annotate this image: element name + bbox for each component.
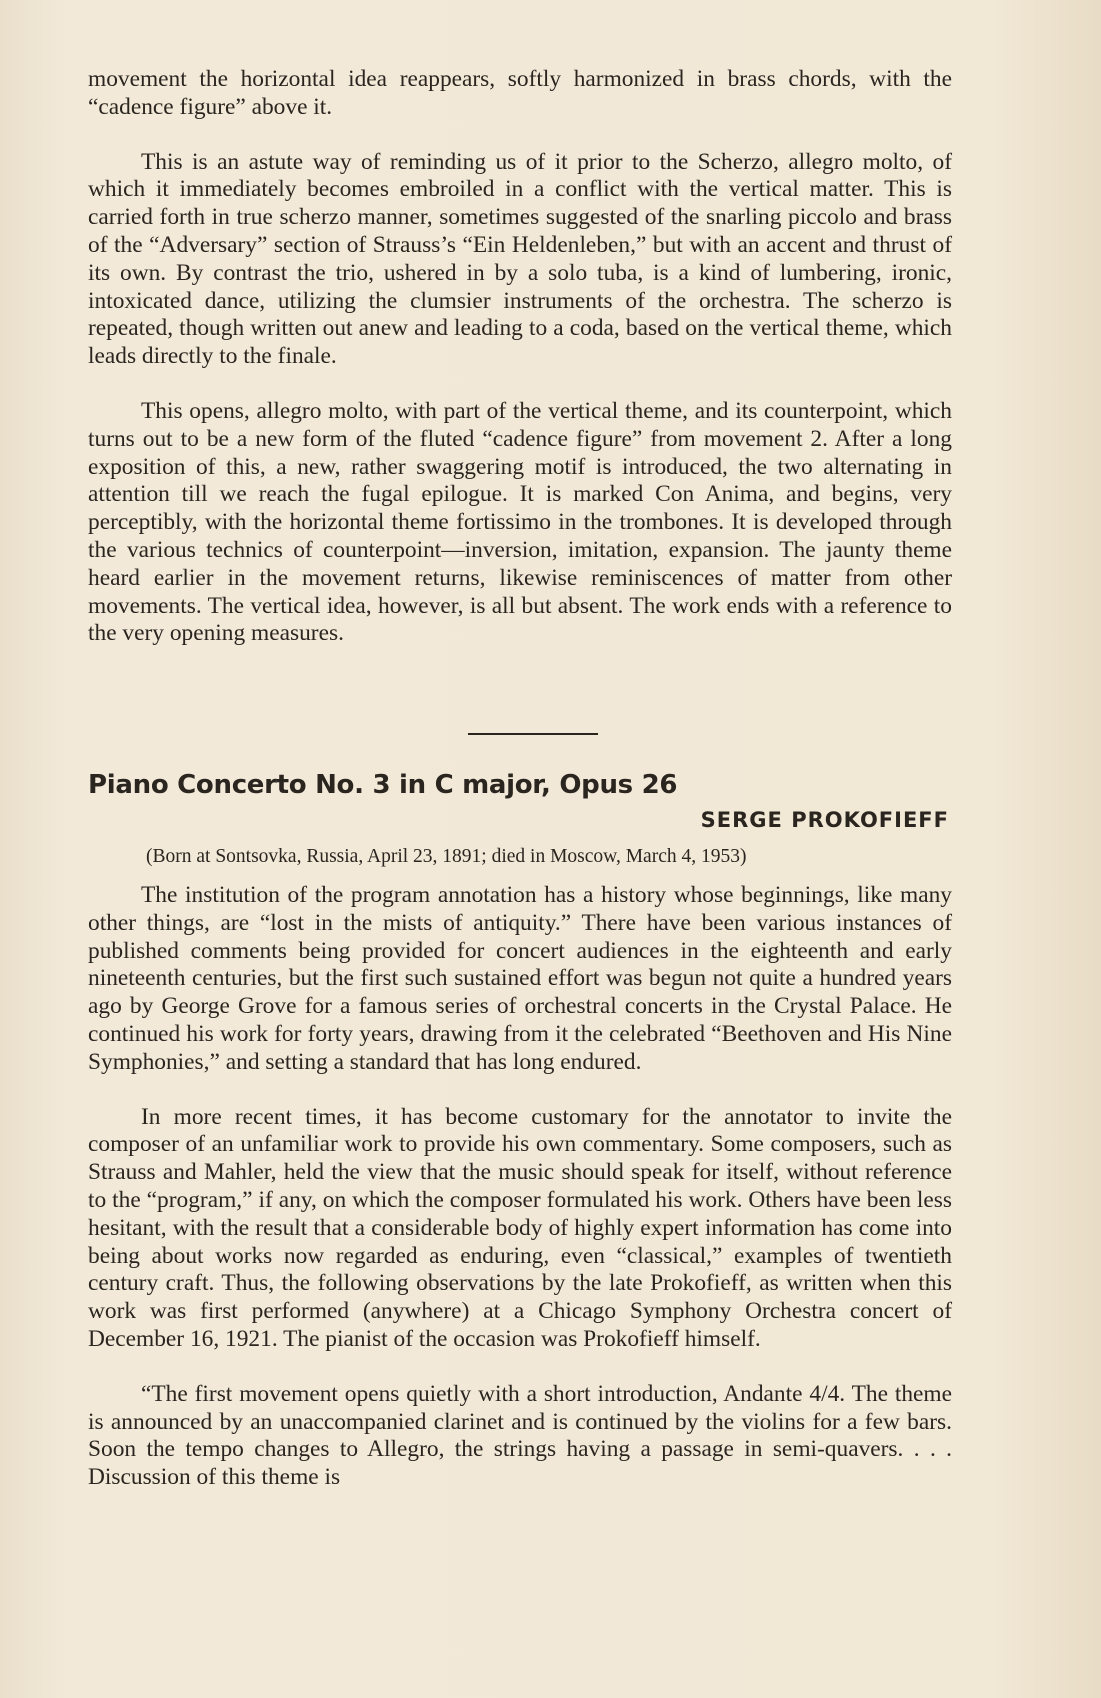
- paragraph-continued: movement the horizontal idea reappears, softly harmonized in brass chords, with the “cadence figure” above it.: [88, 66, 952, 120]
- composer-name: SERGE PROKOFIEFF: [700, 808, 949, 832]
- paragraph-prokofieff-quote: “The first movement opens quietly with a short introduction, Andante 4/4. The theme is announced by an unaccompanied clarinet and is continued by the violins for a few bars. Soon the tempo changes to Allegro, the strings having a passage in semi-quavers. . . . Discussion of this theme is: [88, 1380, 952, 1491]
- paragraph-scherzo: This is an astute way of reminding us of it prior to the Scherzo, allegro molto, of which it immediately becomes embroiled in a conflict with the vertical matter. This is carried forth in true scherzo manner, sometimes suggested of the snarling piccolo and brass of the “Adversary” section of Strauss’s “Ein Heldenleben,” but with an accent and thrust of its own. By contrast the trio, ushered in by a solo tuba, is a kind of lumbering, ironic, intoxicated dance, utilizing the clumsier instruments of the orchestra. The scherzo is repeated, though written out anew and leading to a coda, based on the vertical theme, which leads directly to the finale.: [88, 148, 952, 370]
- previous-work-notes: [88, 66, 952, 648]
- composer-dates: (Born at Sontsovka, Russia, April 23, 1891; died in Moscow, March 4, 1953): [146, 846, 747, 867]
- work-title: Piano Concerto No. 3 in C major, Opus 26: [88, 770, 678, 800]
- concerto-notes: [88, 882, 952, 1492]
- paragraph-annotation-history: The institution of the program annotation has a history whose beginnings, like many other things, are “lost in the mists of antiquity.” There have been various instances of published comments being provided for concert audiences in the eighteenth and early nineteenth centuries, but the first such sustained effort was begun not quite a hundred years ago by George Grove for a famous series of orchestral concerts in the Crystal Palace. He continued his work for forty years, drawing from it the celebrated “Beethoven and His Nine Symphonies,” and setting a standard that has long endured.: [88, 882, 952, 1075]
- paragraph-composer-commentary: In more recent times, it has become customary for the annotator to invite the composer of an unfamiliar work to provide his own commentary. Some composers, such as Strauss and Mahler, held the view that the music should speak for itself, without reference to the “program,” if any, on which the composer formulated his work. Others have been less hesitant, with the result that a considerable body of highly expert information has come into being about works now regarded as enduring, even “classical,” examples of twentieth century craft. Thus, the following observations by the late Prokofieff, as written when this work was first performed (anywhere) at a Chicago Symphony Orchestra concert of December 16, 1921. The pianist of the occasion was Prokofieff himself.: [88, 1103, 952, 1352]
- paragraph-finale: This opens, allegro molto, with part of the vertical theme, and its counterpoint, which turns out to be a new form of the fluted “cadence figure” from movement 2. After a long exposition of this, a new, rather swaggering motif is introduced, the two alternating in attention till we reach the fugal epilogue. It is marked Con Anima, and begins, very perceptibly, with the horizontal theme fortissimo in the trombones. It is developed through the various technics of counterpoint—inversion, imitation, expansion. The jaunty theme heard earlier in the movement returns, likewise reminiscences of matter from other movements. The vertical idea, however, is all but absent. The work ends with a reference to the very opening measures.: [88, 397, 952, 647]
- section-divider: [468, 733, 598, 735]
